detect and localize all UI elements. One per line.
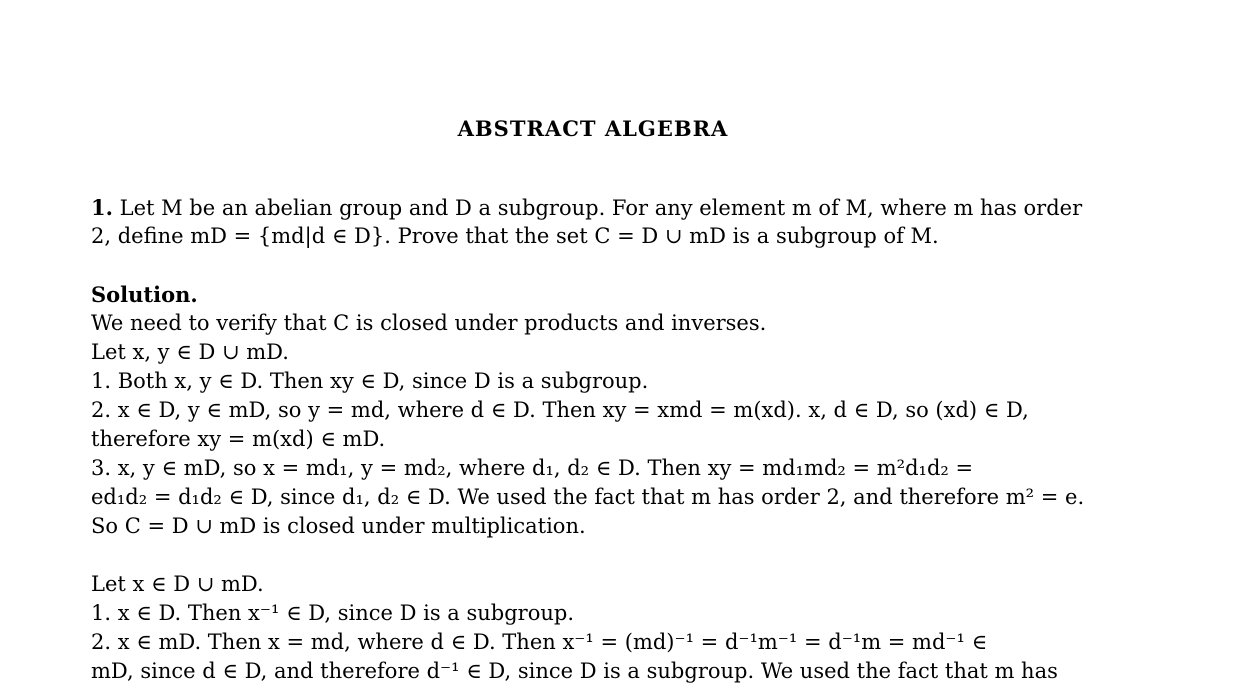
solution-line-4: 2. x ∈ D, y ∈ mD, so y = md, where d ∈ D. Then xy = xmd = m(xd). x, d ∈ D, so (xd) ∈ D, xyxy=(91,398,1029,422)
solution-line-11: 2. x ∈ mD. Then x = md, where d ∈ D. Then x⁻¹ = (md)⁻¹ = d⁻¹m⁻¹ = d⁻¹m = md⁻¹ ∈ xyxy=(91,630,988,654)
solution-heading xyxy=(91,280,1096,310)
solution-line-12: mD, since d ∈ D, and therefore d⁻¹ ∈ D, since D is a subgroup. We used the fact that m has xyxy=(91,659,1058,683)
solution-line-1: We need to verify that C is closed under products and inverses. xyxy=(91,311,767,335)
solution-line-2: Let x, y ∈ D ∪ mD. xyxy=(91,340,289,364)
problem-line-2: 2, define mD = {md|d ∈ D}. Prove that the set C = D ∪ mD is a subgroup of M. xyxy=(91,224,939,248)
solution-line-7: ed₁d₂ = d₁d₂ ∈ D, since d₁, d₂ ∈ D. We used the fact that m has order 2, and therefore m² = e. xyxy=(91,485,1085,509)
solution-line-10: 1. x ∈ D. Then x⁻¹ ∈ D, since D is a subgroup. xyxy=(91,601,574,625)
solution-heading-text: Solution. xyxy=(91,282,198,307)
problem-line-1 xyxy=(91,193,1096,223)
solution-line-8: So C = D ∪ mD is closed under multiplication. xyxy=(91,514,586,538)
solution-line-3: 1. Both x, y ∈ D. Then xy ∈ D, since D is a subgroup. xyxy=(91,369,649,393)
problem-number: 1. xyxy=(91,195,113,220)
solution-line-6: 3. x, y ∈ mD, so x = md₁, y = md₂, where d₁, d₂ ∈ D. Then xy = md₁md₂ = m²d₁d₂ = xyxy=(91,456,974,480)
problem-text-1: Let M be an abelian group and D a subgroup. For any element m of M, where m has order xyxy=(119,196,1083,220)
solution-line-5: therefore xy = m(xd) ∈ mD. xyxy=(91,427,386,451)
page-title: ABSTRACT ALGEBRA xyxy=(457,116,729,141)
solution-line-9: Let x ∈ D ∪ mD. xyxy=(91,572,264,596)
